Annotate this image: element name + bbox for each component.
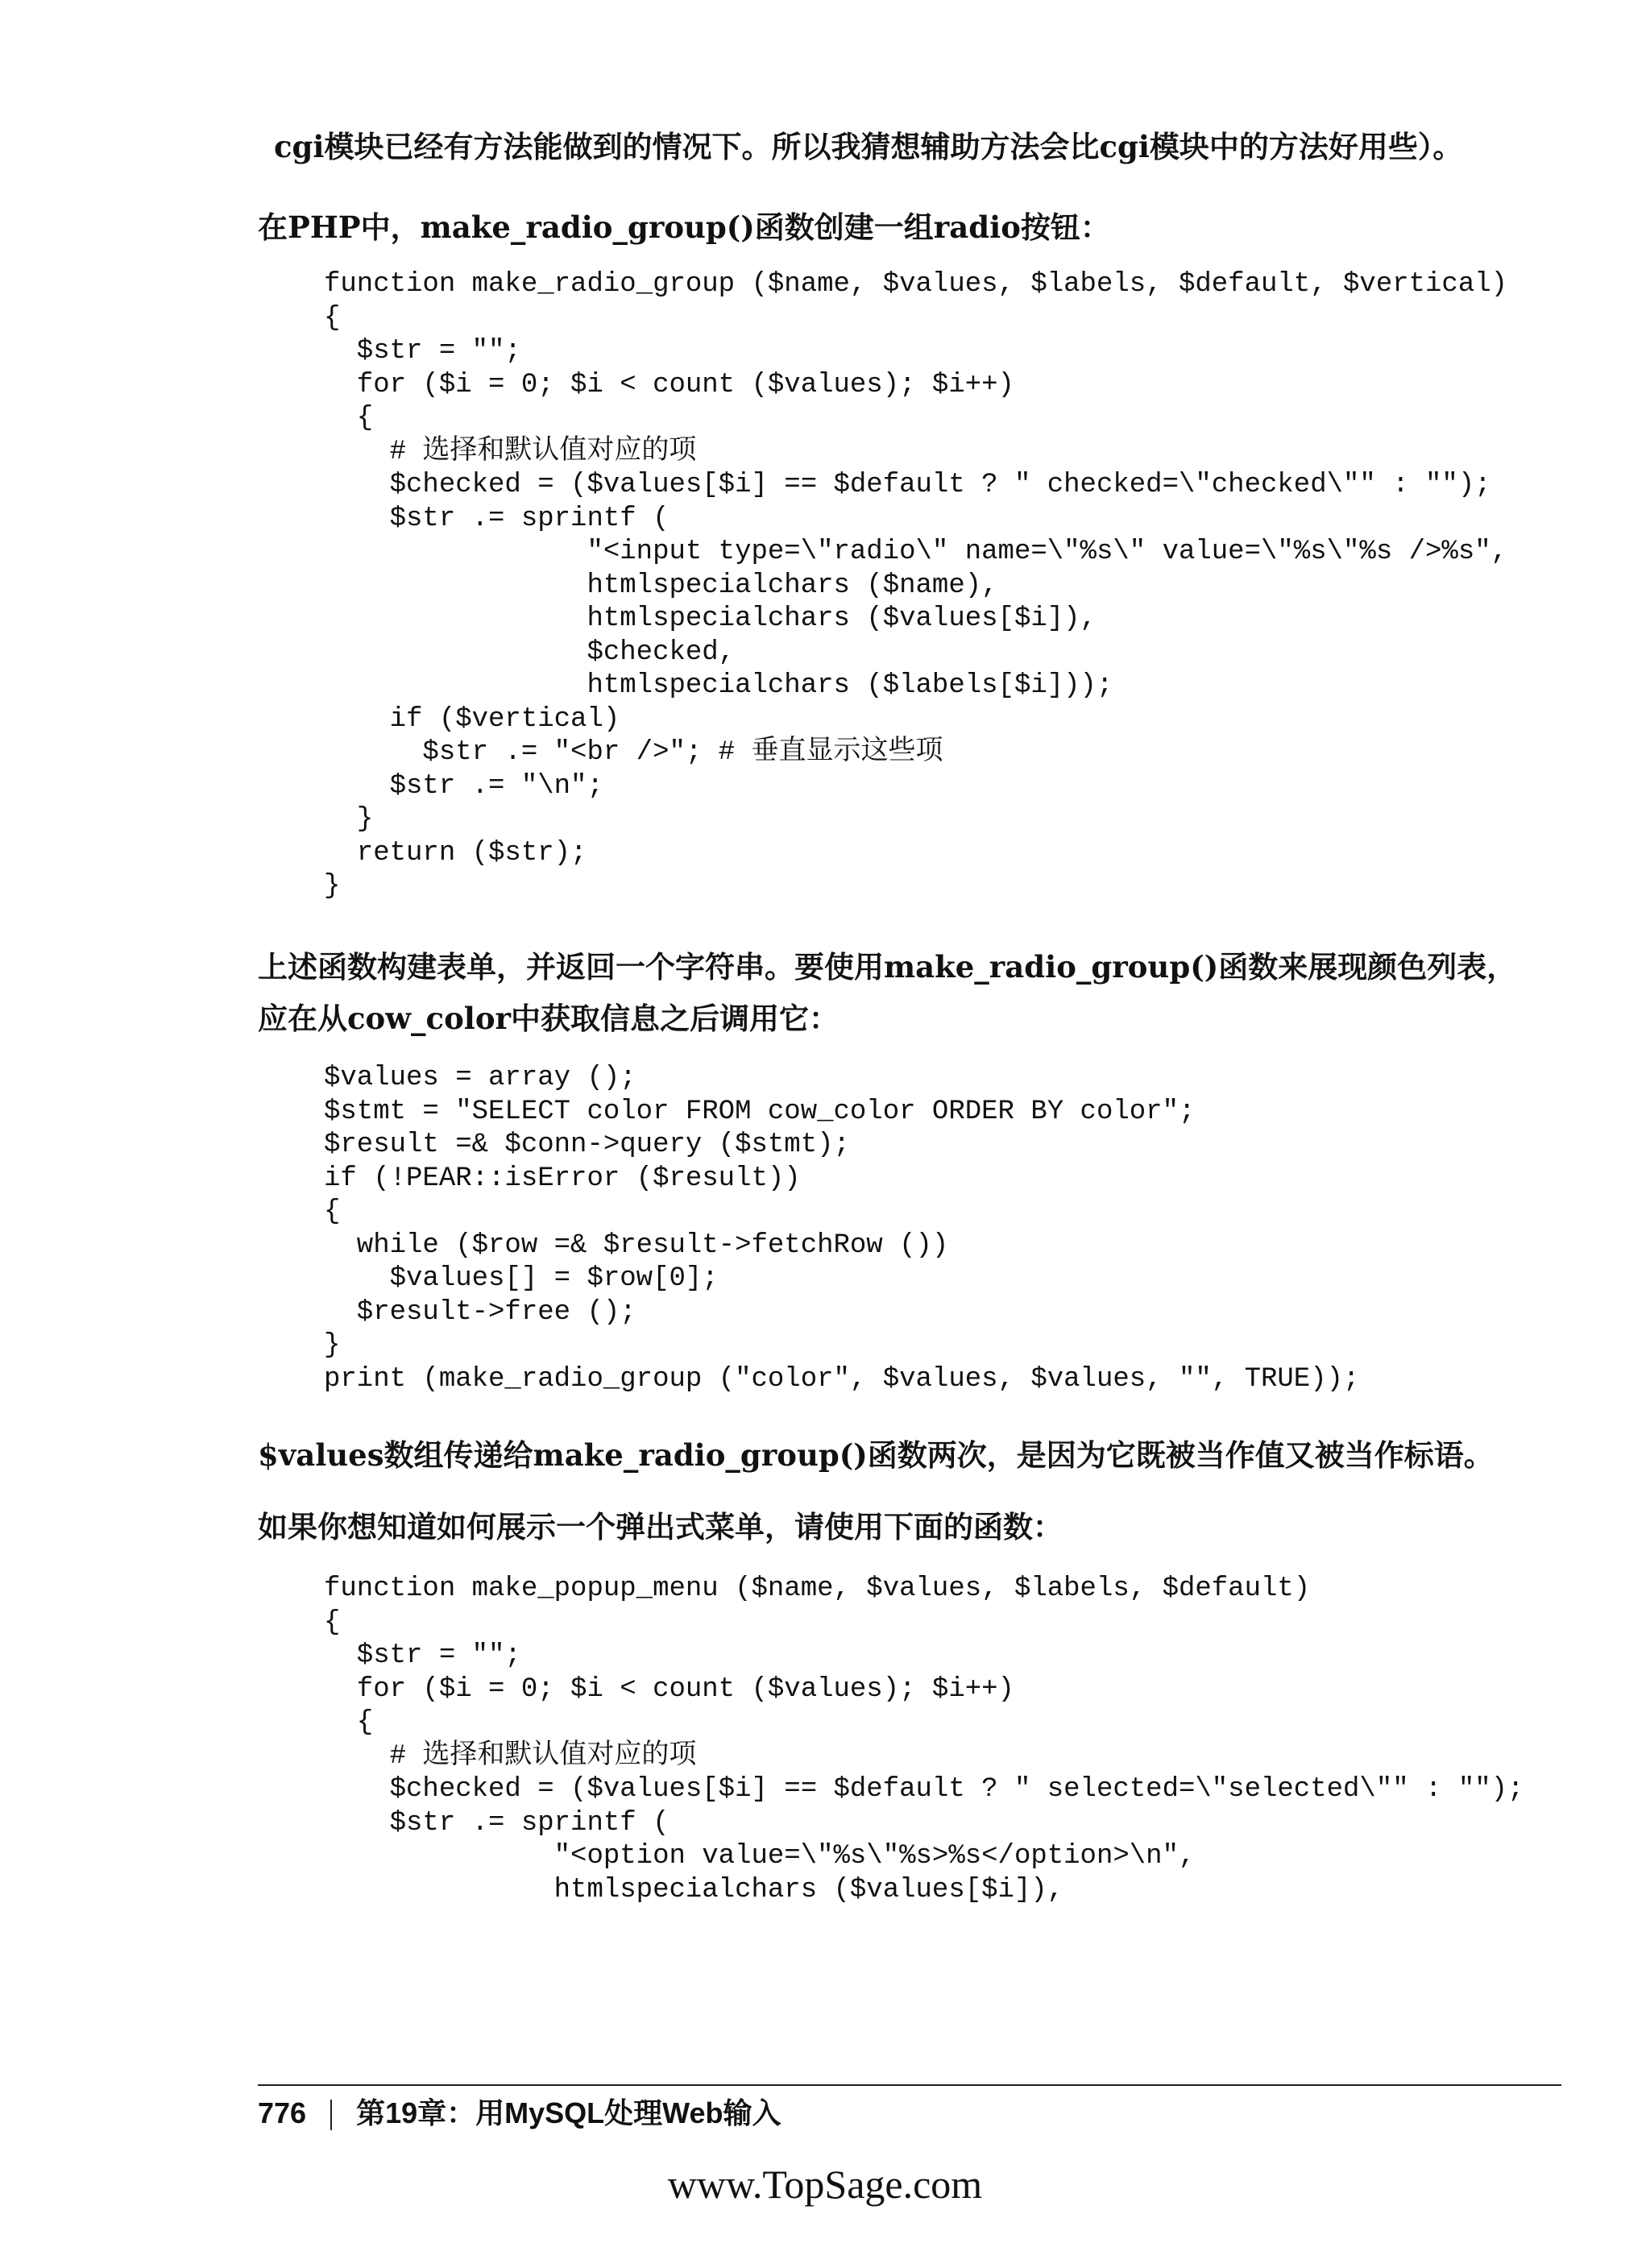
chapter-title: 第19章：用MySQL处理Web输入 [356,2096,781,2129]
page-number: 776 [258,2096,307,2129]
footer-rule [258,2084,1561,2086]
footer-separator [330,2100,332,2130]
paragraph-values-note: $values数组传递给make_radio_group()函数两次，是因为它既被当作值又被当作标语。 [258,1437,1494,1473]
page-footer [258,2093,781,2133]
paragraph-popup-intro: 如果你想知道如何展示一个弹出式菜单，请使用下面的函数： [258,1509,1063,1544]
paragraph-continuation: cgi模块已经有方法能做到的情况下。所以我猜想辅助方法会比cgi模块中的方法好用些）。 [274,129,1463,164]
paragraph-radio-intro: 在PHP中，make_radio_group()函数创建一组radio按钮： [258,209,1110,245]
watermark-url: www.TopSage.com [667,2162,983,2207]
code-block-make-radio-group: function make_radio_group ($name, $values, $labels, $default, $vertical) { $str = ""; for ($i = 0; $i < count ($values); $i++) { # 选择和默认值对应的项 $checked = ($values[$i] == $default ? " checked=\"checked\"" : ""); $str .= sprintf ( "<input type=\"radio\" name=\"%s\" value=\"%s\"%s />%s", htmlspecialchars ($name), htmlspecialchars ($values[$i]), $checked, htmlspecialchars ($labels[$i])); if ($vertical) $str .= "<br />"; # 垂直显示这些项 $str .= "\n"; } return ($str); } [324,269,1508,902]
code-block-make-popup-menu: function make_popup_menu ($name, $values, $labels, $default) { $str = ""; for ($i = 0; $i < count ($values); $i++) { # 选择和默认值对应的项 $checked = ($values[$i] == $default ? " selected=\"selected\"" : ""); $str .= sprintf ( "<option value=\"%s\"%s>%s</option>\n", htmlspecialchars ($values[$i]), [324,1574,1524,1905]
paragraph-color-list: 上述函数构建表单，并返回一个字符串。要使用make_radio_group()函数来展现颜色列表， 应在从cow_color中获取信息之后调用它： [258,949,1517,1036]
code-block-query-colors: $values = array (); $stmt = "SELECT color FROM cow_color ORDER BY color"; $result =& $conn->query ($stmt); if (!PEAR::isError ($result)) { while ($row =& $result->fetchRow ()) $values[] = $row[0]; $result->free (); } print (make_radio_group ("color", $values, $values, "", TRUE)); [324,1063,1360,1395]
